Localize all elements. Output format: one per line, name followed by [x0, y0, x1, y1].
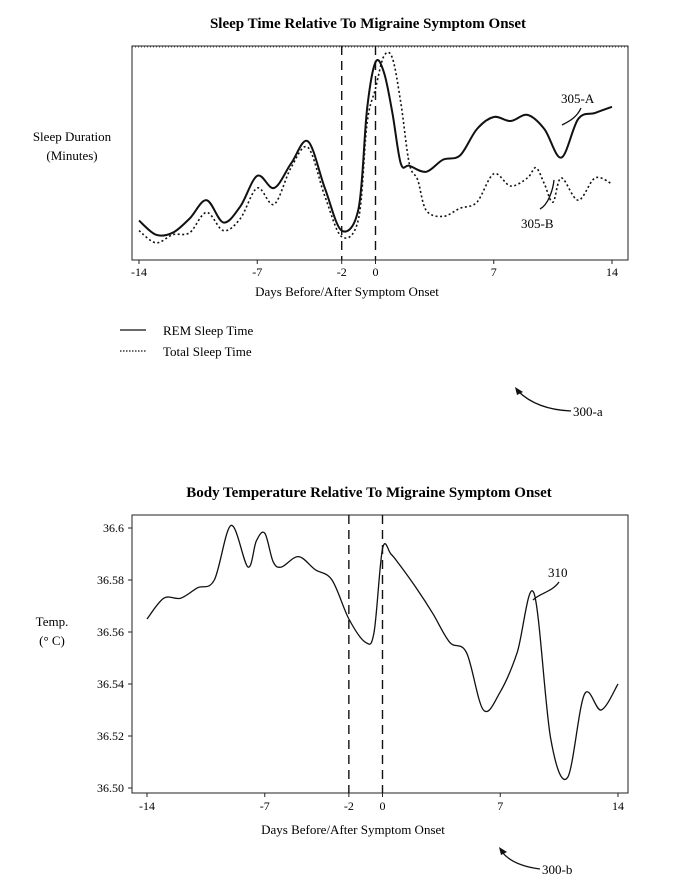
temperature-y-tick-label: 36.54 — [97, 677, 124, 691]
temperature-chart — [36, 485, 628, 877]
temperature-x-tick-label: 14 — [612, 799, 624, 813]
temperature-y-tick-label: 36.56 — [97, 625, 124, 639]
temperature-y-axis-label-line1: Temp. — [35, 614, 69, 629]
sleep-y-axis-label-line1: Sleep Duration — [32, 129, 112, 144]
sleep-x-tick-label: -7 — [252, 265, 263, 279]
temperature-x-tick-label: 0 — [379, 799, 386, 813]
temperature-y-tick-label: 36.52 — [97, 729, 124, 743]
temperature-x-tick-label: 7 — [497, 799, 504, 813]
sleep-plot-frame — [132, 46, 628, 260]
figure-ref-300-b: 300-b — [542, 862, 573, 877]
temperature-y-tick-label: 36.58 — [97, 573, 124, 587]
leader-305-a — [562, 108, 581, 125]
temperature-x-ticks — [139, 793, 624, 813]
annotation-305-a: 305-A — [561, 91, 595, 106]
temperature-x-axis-label: Days Before/After Symptom Onset — [261, 822, 445, 837]
legend-rem-label: REM Sleep Time — [163, 323, 254, 338]
temperature-x-tick-label: -14 — [139, 799, 155, 813]
figure-ref-300-a: 300-a — [573, 404, 603, 419]
legend-total-label: Total Sleep Time — [163, 344, 252, 359]
temperature-y-ticks — [97, 521, 132, 795]
sleep-x-ticks — [131, 260, 618, 279]
sleep-x-tick-label: -14 — [131, 265, 147, 279]
sleep-x-axis-label: Days Before/After Symptom Onset — [255, 284, 439, 299]
sleep-y-axis-label-line2: (Minutes) — [46, 148, 98, 163]
temperature-x-tick-label: -2 — [343, 799, 354, 813]
sleep-x-tick-label: 7 — [490, 265, 497, 279]
sleep-x-tick-label: 14 — [606, 265, 618, 279]
arrowhead-300-b — [499, 847, 507, 855]
temperature-x-tick-label: -7 — [259, 799, 270, 813]
leader-310 — [533, 582, 559, 600]
temperature-y-tick-label: 36.50 — [97, 781, 124, 795]
sleep-chart — [33, 16, 628, 419]
sleep-x-tick-label: -2 — [336, 265, 347, 279]
ref-arrow-300-b — [502, 852, 540, 869]
annotation-305-b: 305-B — [521, 216, 554, 231]
temperature-y-axis-label-line2: (° C) — [39, 633, 65, 648]
ref-arrow-300-a — [518, 391, 571, 411]
sleep-legend — [120, 323, 254, 359]
temperature-y-tick-label: 36.6 — [103, 521, 124, 535]
temperature-chart-title: Body Temperature Relative To Migraine Symptom Onset — [186, 485, 552, 501]
annotation-310: 310 — [548, 565, 568, 580]
sleep-x-tick-label: 0 — [372, 265, 379, 279]
temperature-reference-lines — [349, 515, 383, 793]
leader-305-b — [540, 180, 554, 209]
sleep-chart-title: Sleep Time Relative To Migraine Symptom Onset — [209, 16, 527, 32]
rem-sleep-line — [139, 60, 612, 236]
